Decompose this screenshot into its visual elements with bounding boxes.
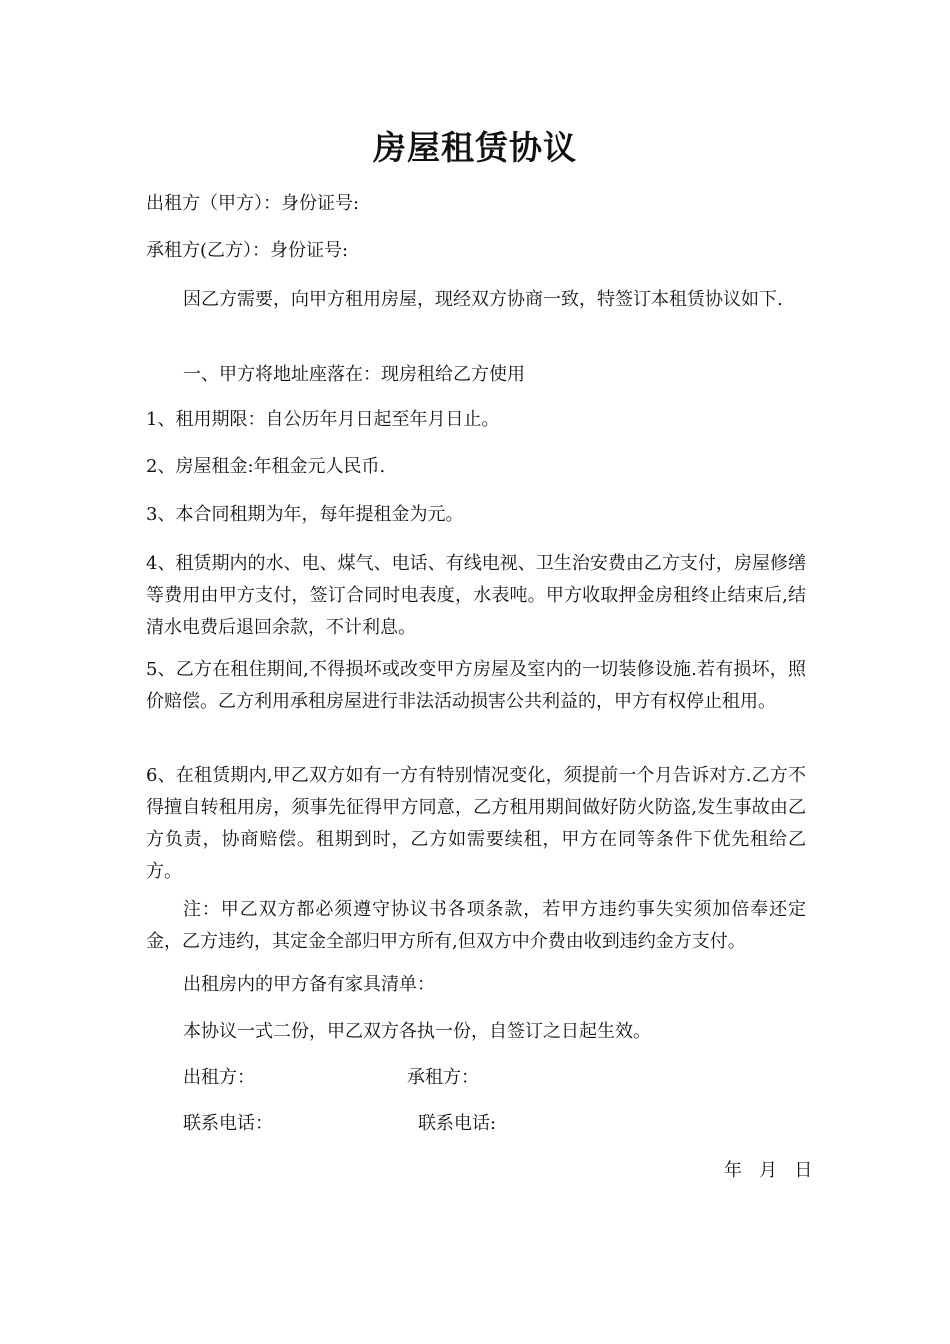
clause-3: 3、本合同租期为年，每年提租金为元。	[146, 504, 464, 525]
document-title: 房屋租赁协议	[373, 128, 577, 167]
lessee-signature-label: 承租方：	[407, 1067, 479, 1088]
lessee-line: 承租方(乙方）：身份证号:	[146, 240, 349, 261]
lessee-phone-label: 联系电话:	[418, 1113, 497, 1134]
note-paragraph: 注：甲乙双方都必须遵守协议书各项条款，若甲方违约事失实须加倍奉还定金，乙方违约，其定金全部归甲方所有,但双方中介费由收到违约金方支付。	[146, 899, 806, 952]
date-line: 年 月 日	[724, 1160, 813, 1181]
section-one: 一、甲方将地址座落在：现房租给乙方使用	[183, 364, 525, 385]
clause-4: 4、租赁期内的水、电、煤气、电话、有线电视、卫生治安费由乙方支付，房屋修缮等费用由甲方支付，签订合同时电表度，水表吨。甲方收取押金房租终止结束后,结清水电费后退回余款，不计利息。	[146, 553, 806, 638]
clause-5: 5、乙方在租住期间,不得损坏或改变甲方房屋及室内的一切装修设施.若有损坏，照价赔偿。乙方利用承租房屋进行非法活动损害公共利益的，甲方有权停止租用。	[146, 659, 806, 712]
clause-2: 2、房屋租金:年租金元人民币.	[146, 456, 386, 477]
clause-1: 1、租用期限：自公历年月日起至年月日止。	[146, 409, 500, 430]
clause-6: 6、在租赁期内,甲乙双方如有一方有特别情况变化，须提前一个月告诉对方.乙方不得擅自转租用房，须事先征得甲方同意，乙方租用期间做好防火防盗,发生事故由乙方负责，协商赔偿。租期到时，乙方如需要续租，甲方在同等条件下优先租给乙方。	[146, 765, 806, 882]
lessor-line: 出租方（甲方）：身份证号:	[146, 193, 360, 214]
furniture-list-line: 出租房内的甲方备有家具清单：	[183, 974, 435, 995]
lessor-phone-label: 联系电话：	[183, 1113, 273, 1134]
copies-line: 本协议一式二份，甲乙双方各执一份，自签订之日起生效。	[183, 1021, 651, 1042]
lessor-signature-label: 出租方：	[183, 1067, 255, 1088]
intro-paragraph: 因乙方需要，向甲方租用房屋，现经双方协商一致，特签订本租赁协议如下.	[183, 289, 783, 310]
